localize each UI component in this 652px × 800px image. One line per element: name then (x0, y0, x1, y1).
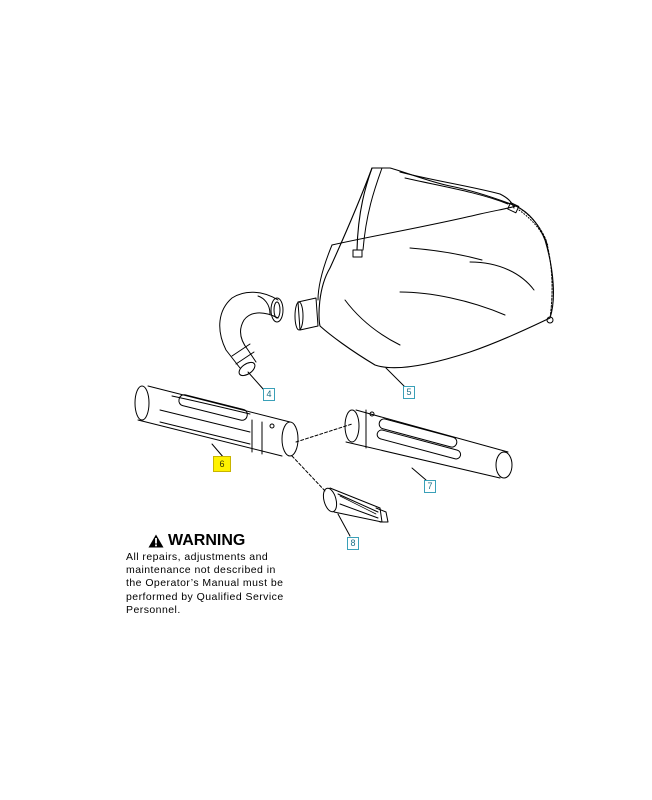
leader-line-5 (386, 368, 404, 386)
warning-line: All repairs, adjustments and (126, 551, 269, 563)
warning-line: Personnel. (126, 603, 181, 616)
nozzle-tube (345, 410, 512, 478)
callout-8: 8 (347, 537, 359, 550)
warning-triangle-icon (148, 534, 164, 548)
callout-6: 6 (213, 456, 231, 472)
warning-line: performed by Qualified Service (126, 590, 284, 603)
leader-line-4 (248, 372, 264, 390)
callout-7: 7 (424, 480, 436, 493)
callout-4: 4 (263, 388, 275, 401)
nozzle-tip (321, 487, 388, 522)
callout-5: 5 (403, 386, 415, 399)
warning-text (126, 551, 316, 617)
alignment-line (292, 456, 326, 492)
warning-block (126, 532, 316, 617)
warning-title (148, 532, 316, 550)
alignment-line (296, 424, 352, 442)
warning-title-text: WARNING (168, 532, 246, 549)
leader-line-8 (338, 514, 350, 536)
warning-line: maintenance not described in (126, 564, 276, 577)
warning-line: the Operator’s Manual must be (126, 577, 284, 590)
elbow-tube (220, 292, 283, 378)
leader-line-7 (412, 468, 426, 480)
collection-bag (295, 168, 553, 368)
